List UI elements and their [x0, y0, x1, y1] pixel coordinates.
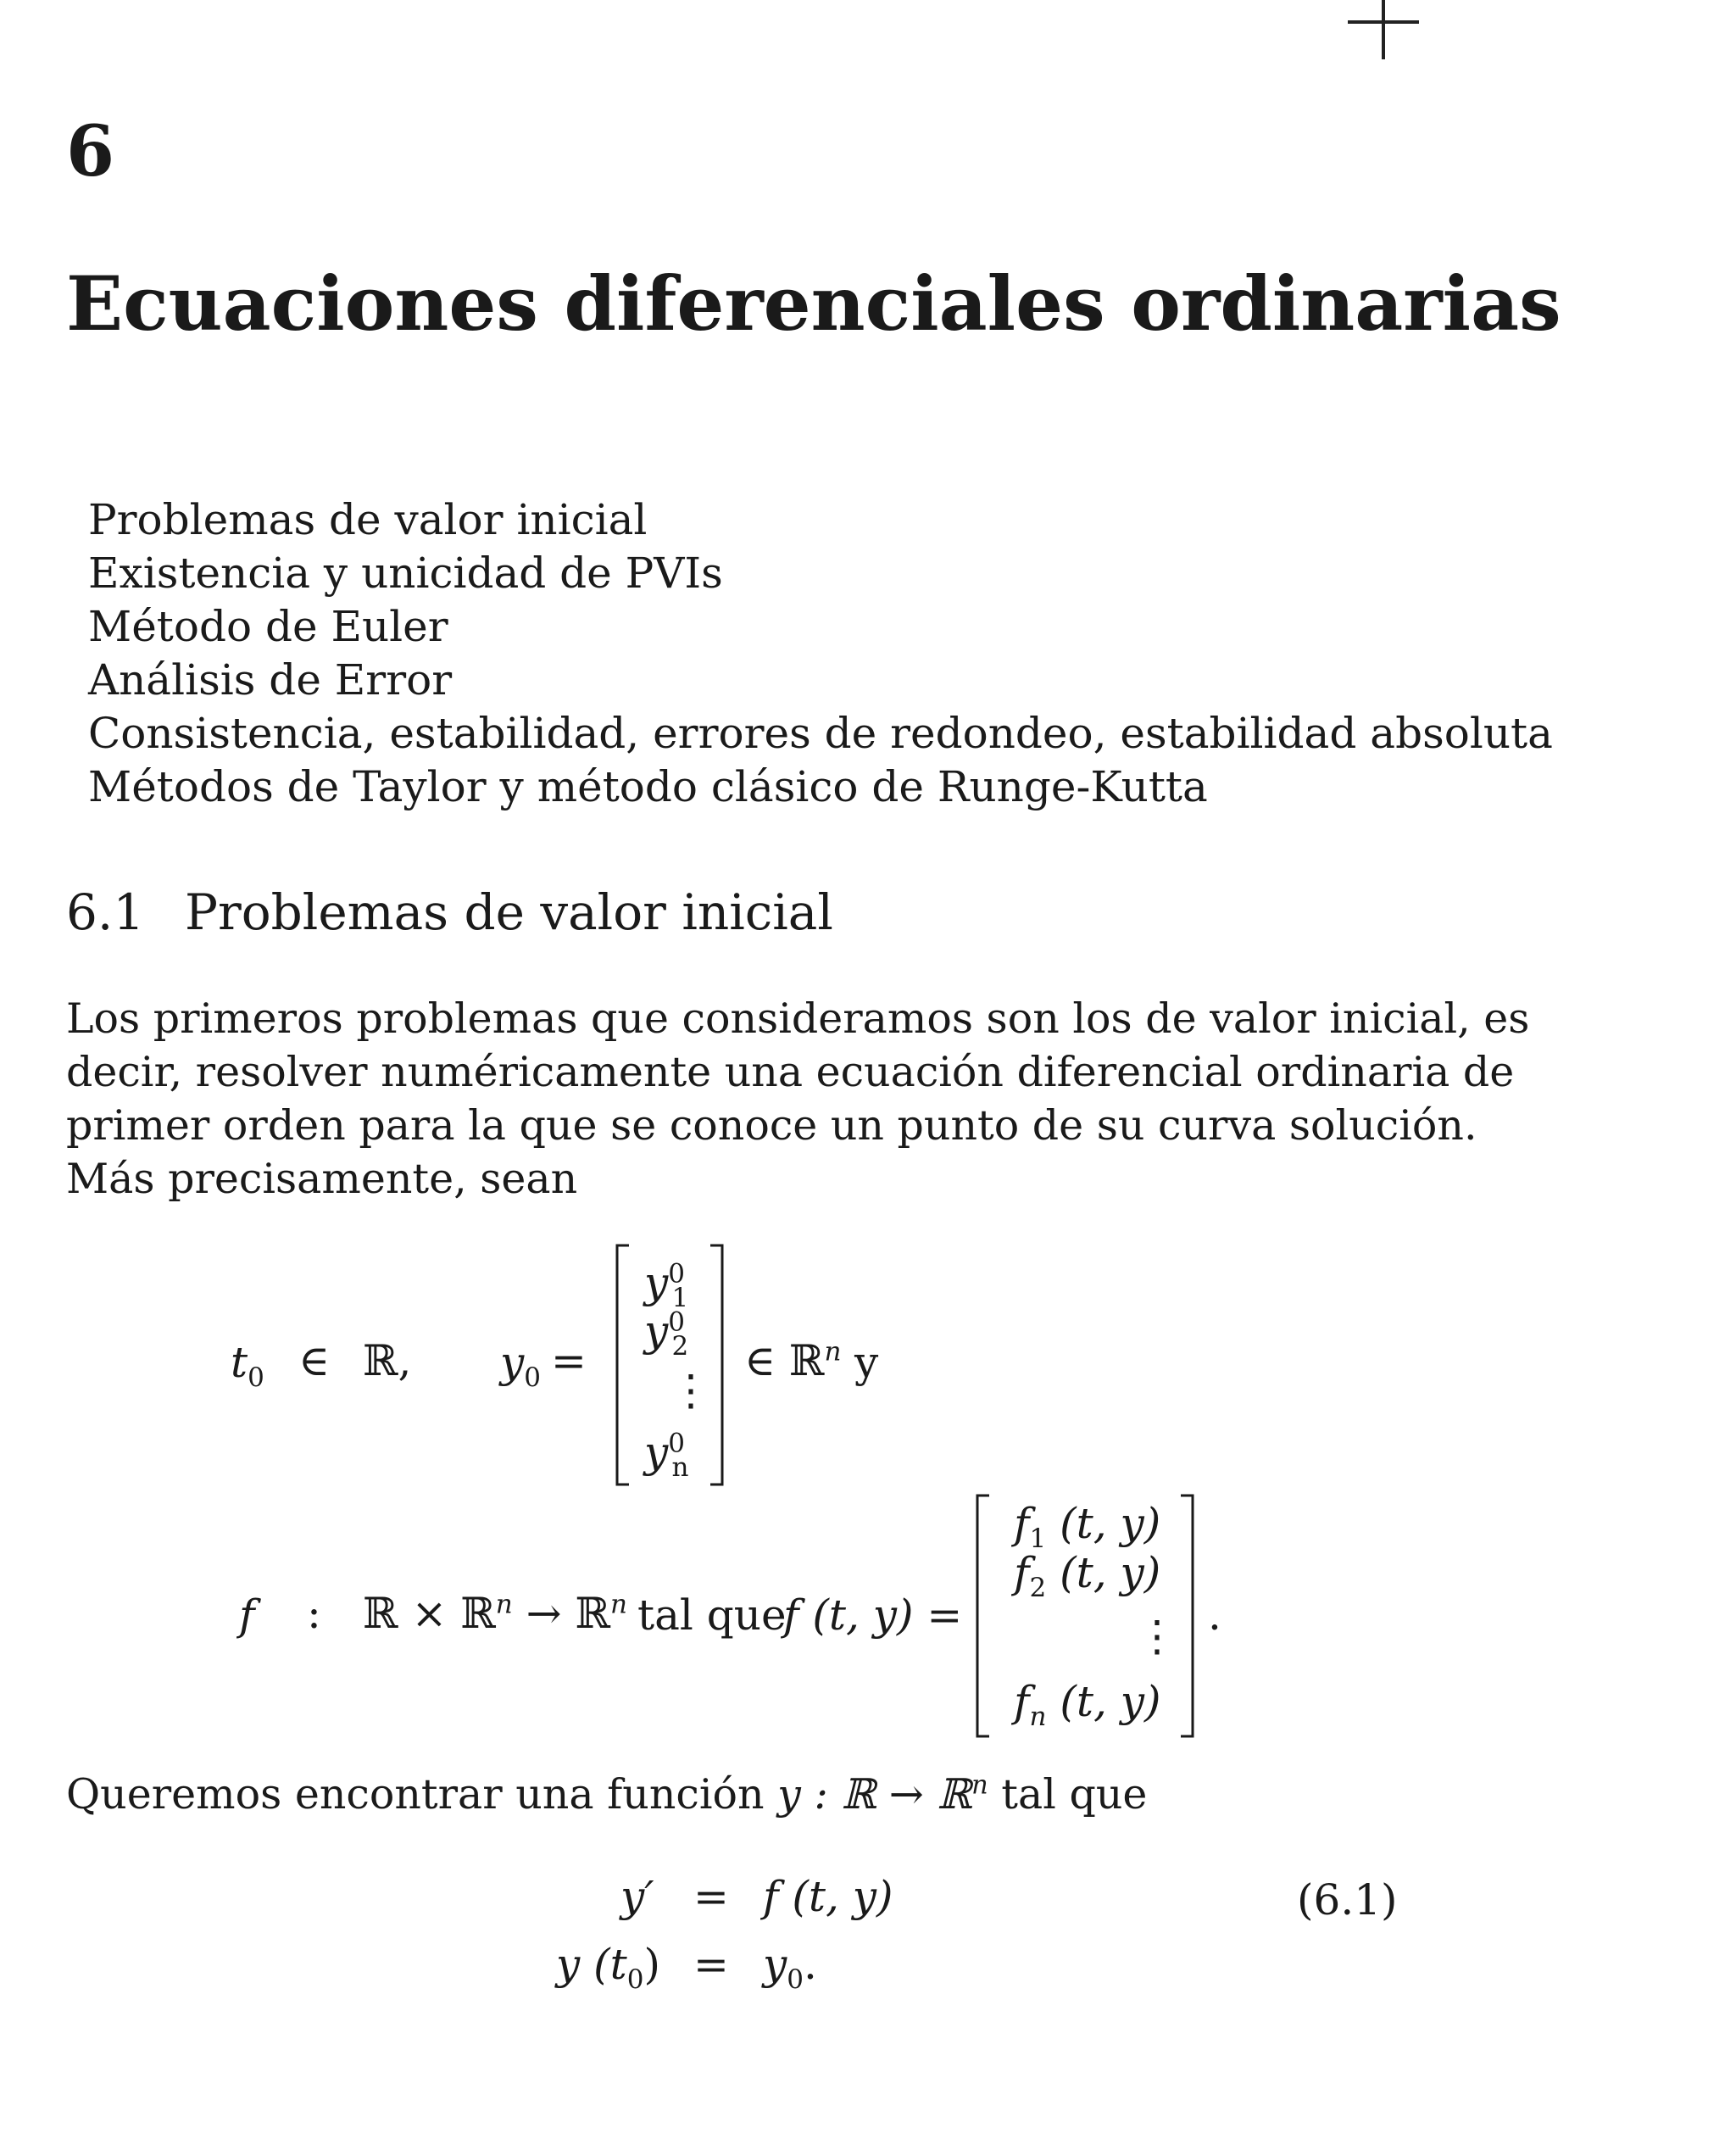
- math-equals: =: [551, 1336, 587, 1385]
- system-eq-1: =: [693, 1872, 729, 1921]
- y0-vector-entry: $y^0_2$: [644, 1306, 689, 1362]
- system-rhs-2: $y_0$.: [763, 1940, 817, 1995]
- paragraph-line: Más precisamente, sean: [66, 1155, 578, 1203]
- paragraph-line: Los primeros problemas que consideramos son los de valor inicial, es: [66, 994, 1530, 1043]
- section-heading: [66, 883, 833, 943]
- math-and: y: [854, 1338, 879, 1387]
- body-paragraph: [66, 992, 1530, 1206]
- system-lhs-1: y′: [620, 1872, 654, 1921]
- f-vector-entry: $f_n$ (t, y): [1014, 1677, 1161, 1732]
- paragraph-line: decir, resolver numéricamente una ecuación diferencial ordinaria de: [66, 1048, 1515, 1096]
- contents-item: Métodos de Taylor y método clásico de Runge-Kutta: [88, 762, 1208, 811]
- chapter-title: Ecuaciones diferenciales ordinarias: [66, 259, 1561, 348]
- section-number: 6.1: [66, 883, 145, 941]
- system-lhs-2: y $(t_0)$: [556, 1940, 660, 1995]
- math-colon: :: [307, 1589, 321, 1638]
- paragraph-line: primer orden para la que se conoce un punto de su curva solución.: [66, 1101, 1477, 1150]
- crop-mark-vertical: [1382, 0, 1385, 59]
- sentence-find-function: Queremos encontrar una función y : ℝ → ℝ$^n$ tal que: [66, 1770, 1148, 1819]
- math-f-def: f (t, y) =: [783, 1590, 963, 1640]
- math-reals: ℝ,: [363, 1336, 412, 1385]
- y0-vector-dots: ⋮: [670, 1366, 712, 1415]
- contents-item: Análisis de Error: [88, 655, 453, 705]
- system-rhs-1: f (t, y): [763, 1872, 893, 1921]
- math-in: ∈: [298, 1336, 331, 1385]
- contents-item: Existencia y unicidad de PVIs: [88, 549, 723, 598]
- math-in-rn: ∈ ℝ$^n$: [744, 1336, 842, 1385]
- f-vector-entry: $f_2$ (t, y): [1014, 1548, 1161, 1603]
- section-title: Problemas de valor inicial: [185, 883, 833, 941]
- math-y0: $y_0$: [500, 1338, 541, 1393]
- chapter-contents: [88, 493, 1553, 814]
- y0-vector-entry: $y^0_1$: [644, 1258, 689, 1313]
- f-vector-entry: $f_1$ (t, y): [1014, 1499, 1161, 1554]
- math-mapping: ℝ × ℝ$^n$ → ℝ$^n$: [363, 1589, 627, 1638]
- f-vector-dots: ⋮: [1136, 1612, 1178, 1661]
- system-eq-2: =: [693, 1940, 729, 1989]
- math-t0: $t_0$: [231, 1338, 264, 1393]
- contents-item: Problemas de valor inicial: [88, 495, 648, 544]
- equation-number: (6.1): [1297, 1875, 1398, 1925]
- math-tal-que: tal que: [637, 1590, 787, 1640]
- math-period: .: [1208, 1590, 1221, 1640]
- contents-item: Método de Euler: [88, 602, 448, 651]
- y0-vector-entry: $y^0_n$: [644, 1428, 689, 1483]
- contents-item: Consistencia, estabilidad, errores de redondeo, estabilidad absoluta: [88, 709, 1553, 758]
- chapter-number: 6: [66, 111, 115, 192]
- math-f: f: [239, 1590, 255, 1640]
- crop-mark-horizontal: [1348, 20, 1419, 24]
